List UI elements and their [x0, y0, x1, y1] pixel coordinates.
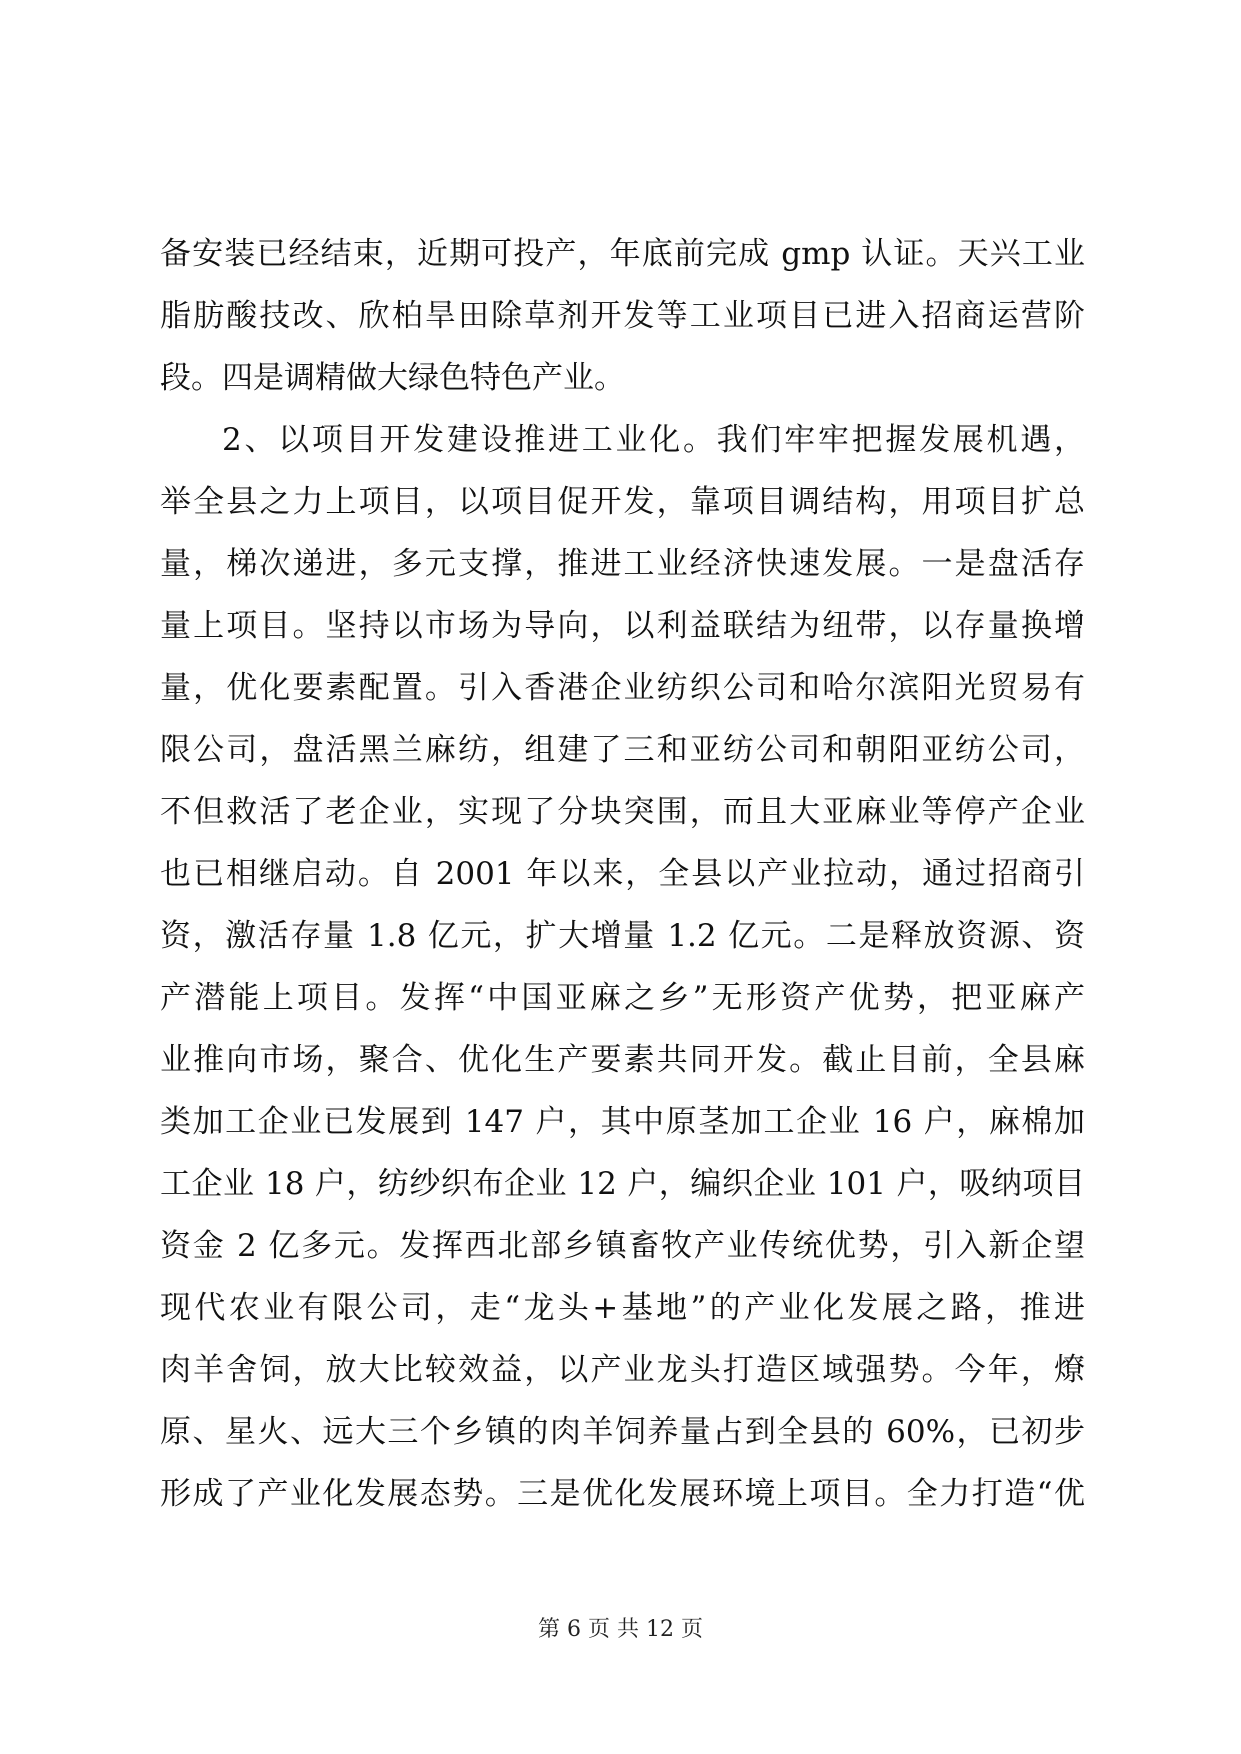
text-line-12: 资，激活存量 1.8 亿元，扩大增量 1.2 亿元。二是释放资源、资 [160, 918, 1085, 954]
text-line-2: 脂肪酸技改、欣柏旱田除草剂开发等工业项目已进入招商运营阶 [160, 298, 1085, 334]
text-line-1: 备安装已经结束，近期可投产，年底前完成 gmp 认证。天兴工业 [160, 236, 1085, 272]
text-line-18: 现代农业有限公司，走“龙头+基地”的产业化发展之路，推进 [160, 1290, 1085, 1326]
text-line-14: 业推向市场，聚合、优化生产要素共同开发。截止目前，全县麻 [160, 1042, 1085, 1078]
text-line-3: 段。四是调精做大绿色特色产业。 [160, 360, 625, 396]
text-line-19: 肉羊舍饲，放大比较效益，以产业龙头打造区域强势。今年，燎 [160, 1352, 1085, 1388]
text-line-15: 类加工企业已发展到 147 户，其中原茎加工企业 16 户，麻棉加 [160, 1104, 1085, 1140]
text-line-8: 量，优化要素配置。引入香港企业纺织公司和哈尔滨阳光贸易有 [160, 670, 1085, 706]
text-line-11: 也已相继启动。自 2001 年以来，全县以产业拉动，通过招商引 [160, 856, 1085, 892]
text-line-13: 产潜能上项目。发挥“中国亚麻之乡”无形资产优势，把亚麻产 [160, 980, 1085, 1016]
text-line-21: 形成了产业化发展态势。三是优化发展环境上项目。全力打造“优 [160, 1476, 1085, 1512]
text-line-9: 限公司，盘活黑兰麻纺，组建了三和亚纺公司和朝阳亚纺公司， [160, 732, 1085, 768]
text-line-7: 量上项目。坚持以市场为导向，以利益联结为纽带，以存量换增 [160, 608, 1085, 644]
text-line-17: 资金 2 亿多元。发挥西北部乡镇畜牧产业传统优势，引入新企望 [160, 1228, 1085, 1264]
text-line-5: 举全县之力上项目，以项目促开发，靠项目调结构，用项目扩总 [160, 484, 1085, 520]
text-line-16: 工企业 18 户，纺纱织布企业 12 户，编织企业 101 户，吸纳项目 [160, 1166, 1085, 1202]
text-line-6: 量，梯次递进，多元支撑，推进工业经济快速发展。一是盘活存 [160, 546, 1085, 582]
text-line-20: 原、星火、远大三个乡镇的肉羊饲养量占到全县的 60%，已初步 [160, 1414, 1085, 1450]
text-line-4: 2、以项目开发建设推进工业化。我们牢牢把握发展机遇， [222, 422, 1085, 458]
page-footer: 第 6 页 共 12 页 [538, 1617, 703, 1642]
text-line-10: 不但救活了老企业，实现了分块突围，而且大亚麻业等停产企业 [160, 794, 1085, 830]
